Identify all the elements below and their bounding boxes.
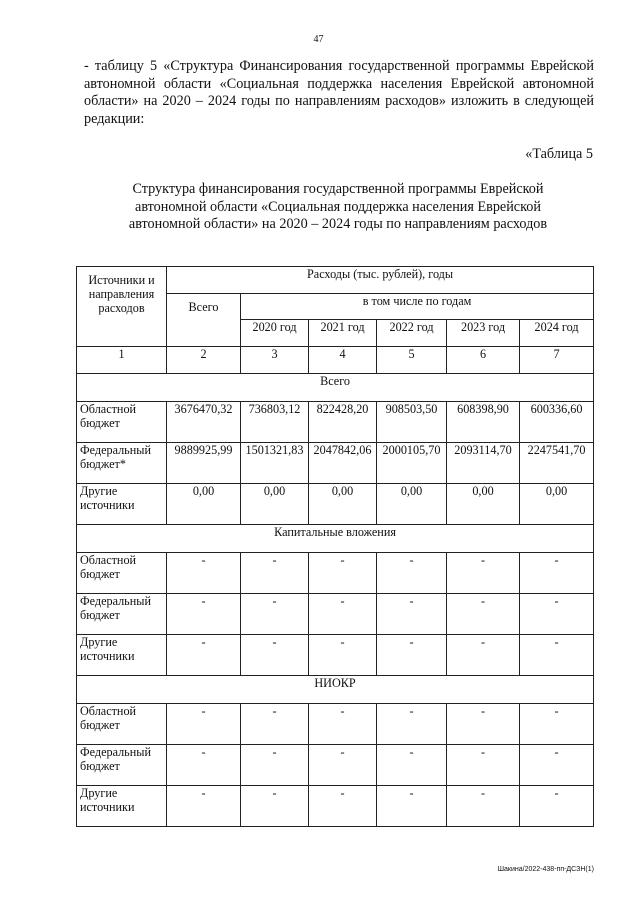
value-cell: - [167, 745, 241, 786]
header-year: 2023 год [447, 320, 520, 347]
row-source: Областной бюджет [77, 553, 167, 594]
value-cell: 3676470,32 [167, 402, 241, 443]
value-cell: - [520, 704, 594, 745]
row-source: Федеральный бюджет* [77, 443, 167, 484]
header-sources: Источники и направления расходов [77, 267, 167, 347]
value-cell: - [520, 635, 594, 676]
value-cell: 600336,60 [520, 402, 594, 443]
value-cell: - [377, 635, 447, 676]
column-number: 5 [377, 347, 447, 374]
value-cell: - [241, 786, 309, 827]
value-cell: 608398,90 [447, 402, 520, 443]
value-cell: - [241, 704, 309, 745]
value-cell: 9889925,99 [167, 443, 241, 484]
header-expenses: Расходы (тыс. рублей), годы [167, 267, 594, 294]
section-row [77, 676, 594, 704]
table-row [77, 484, 594, 525]
document-code: Шакина/2022-438-пп-ДСЗН(1) [497, 866, 594, 873]
value-cell: 2000105,70 [377, 443, 447, 484]
value-cell: - [309, 786, 377, 827]
value-cell: - [377, 745, 447, 786]
column-number: 2 [167, 347, 241, 374]
table-row [77, 704, 594, 745]
table-row [77, 443, 594, 484]
value-cell: 2247541,70 [520, 443, 594, 484]
table-row [77, 402, 594, 443]
value-cell: - [377, 553, 447, 594]
value-cell: - [241, 745, 309, 786]
value-cell: - [520, 553, 594, 594]
row-source: Областной бюджет [77, 402, 167, 443]
value-cell: - [447, 553, 520, 594]
page-number: 47 [313, 34, 324, 45]
value-cell: 2047842,06 [309, 443, 377, 484]
value-cell: - [377, 594, 447, 635]
value-cell: - [377, 786, 447, 827]
row-source: Областной бюджет [77, 704, 167, 745]
value-cell: - [241, 635, 309, 676]
value-cell: 1501321,83 [241, 443, 309, 484]
value-cell: - [377, 704, 447, 745]
row-source: Другие источники [77, 786, 167, 827]
table-row [77, 745, 594, 786]
value-cell: - [520, 745, 594, 786]
column-number: 3 [241, 347, 309, 374]
row-source: Федеральный бюджет [77, 594, 167, 635]
row-source: Другие источники [77, 635, 167, 676]
column-number: 6 [447, 347, 520, 374]
section-title: Всего [77, 374, 594, 402]
value-cell: 2093114,70 [447, 443, 520, 484]
value-cell: - [447, 635, 520, 676]
row-source: Другие источники [77, 484, 167, 525]
table-label: «Таблица 5 [525, 146, 593, 162]
value-cell: - [167, 594, 241, 635]
value-cell: - [167, 704, 241, 745]
value-cell: - [447, 786, 520, 827]
column-number: 1 [77, 347, 167, 374]
header-total: Всего [167, 294, 241, 347]
intro-paragraph: - таблицу 5 «Структура Финансирования государственной программы Еврейской автономной области «Социальная поддержка населения Еврейской автономной области» на 2020 – 2024 годы по направлениям расходов» изложить в следующей редакции: [84, 58, 594, 127]
value-cell: - [241, 553, 309, 594]
section-title: НИОКР [77, 676, 594, 704]
value-cell: - [167, 786, 241, 827]
value-cell: - [167, 635, 241, 676]
value-cell: 736803,12 [241, 402, 309, 443]
value-cell: 0,00 [167, 484, 241, 525]
value-cell: - [309, 594, 377, 635]
header-year: 2020 год [241, 320, 309, 347]
value-cell: - [520, 594, 594, 635]
section-row [77, 525, 594, 553]
table-title: Структура финансирования государственной программы Еврейской автономной области «Социальная поддержка населения Еврейской автономной области» на 2020 – 2024 годы по направлениям расходов [128, 181, 548, 232]
value-cell: - [309, 553, 377, 594]
value-cell: - [447, 745, 520, 786]
value-cell: 0,00 [309, 484, 377, 525]
value-cell: - [241, 594, 309, 635]
header-year: 2022 год [377, 320, 447, 347]
column-number: 4 [309, 347, 377, 374]
row-source: Федеральный бюджет [77, 745, 167, 786]
section-title: Капитальные вложения [77, 525, 594, 553]
value-cell: 908503,50 [377, 402, 447, 443]
value-cell: - [447, 594, 520, 635]
table-row [77, 553, 594, 594]
value-cell: - [167, 553, 241, 594]
value-cell: - [447, 704, 520, 745]
table-row [77, 594, 594, 635]
value-cell: 0,00 [377, 484, 447, 525]
value-cell: 822428,20 [309, 402, 377, 443]
value-cell: - [309, 635, 377, 676]
header-year: 2021 год [309, 320, 377, 347]
header-year: 2024 год [520, 320, 594, 347]
table-row [77, 786, 594, 827]
value-cell: - [309, 704, 377, 745]
value-cell: - [309, 745, 377, 786]
table-row [77, 635, 594, 676]
value-cell: - [520, 786, 594, 827]
column-number: 7 [520, 347, 594, 374]
value-cell: 0,00 [520, 484, 594, 525]
value-cell: 0,00 [241, 484, 309, 525]
financing-table [76, 266, 594, 827]
section-row [77, 374, 594, 402]
header-by-year: в том числе по годам [241, 294, 594, 320]
value-cell: 0,00 [447, 484, 520, 525]
